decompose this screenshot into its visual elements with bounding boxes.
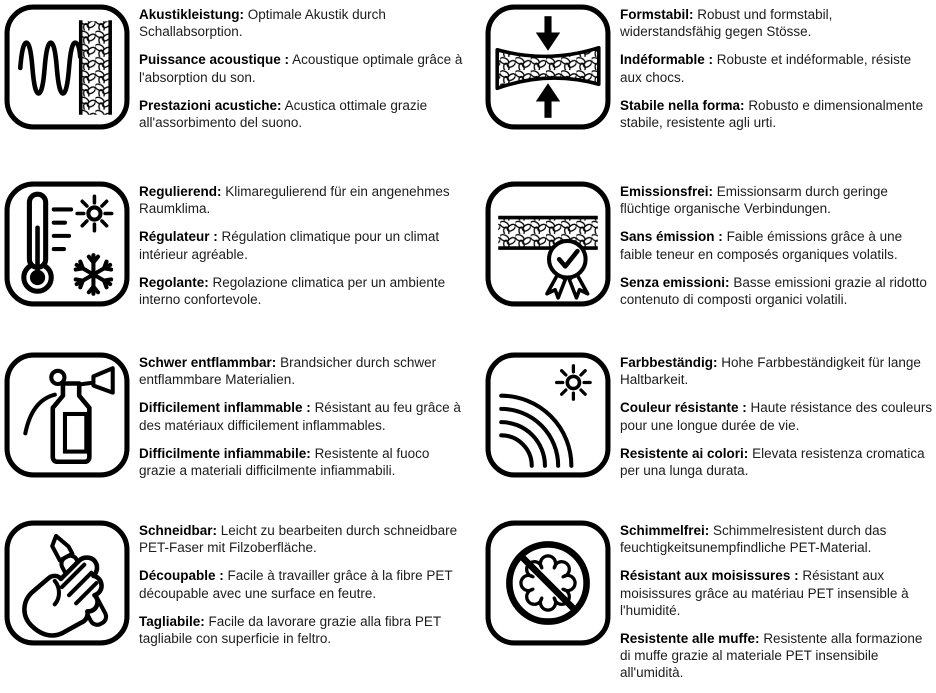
feature-text-fr: Difficilement inflammable : Résistant au feu grâce à des matériaux difficilement inflammables. xyxy=(139,400,461,433)
fire-extinguisher-icon xyxy=(4,352,130,478)
feature-cell-climate xyxy=(0,170,468,340)
feature-cell-acoustic xyxy=(0,0,468,170)
feature-text-block xyxy=(620,520,935,693)
feature-text-it: Prestazioni acustiche: Acustica ottimale grazie all'assorbimento del suono. xyxy=(139,97,428,131)
feature-cell-form-stability xyxy=(468,0,936,170)
feature-text-it: Senza emissioni: Basse emissioni grazie al ridotto contenuto di composti organici volatili. xyxy=(620,274,927,308)
feature-text-de: Farbbeständig: Hohe Farbbeständigkeit für lange Haltbarkeit. xyxy=(620,355,921,388)
feature-text-block xyxy=(139,4,466,142)
hand-cutter-icon xyxy=(4,520,130,646)
feature-text-de: Formstabil: Robust und formstabil, widerstandsfähig gegen Stösse. xyxy=(620,7,833,40)
feature-text-de: Emissionsfrei: Emissionsarm durch geringe flüchtige organische Verbindungen. xyxy=(620,184,888,217)
feature-text-it: Resistente alle muffe: Resistente alla formazione di muffe grazie al materiale PET insensibile all'umidità. xyxy=(620,631,923,681)
feature-text-it: Regolante: Regolazione climatica per un ambiente interno confortevole. xyxy=(139,274,446,308)
feature-text-de: Schneidbar: Leicht zu bearbeiten durch schneidbare PET-Faser mit Filzoberfläche. xyxy=(139,523,458,556)
feature-text-it: Stabile nella forma: Robusto e dimensionalmente stabile, resistente agli urti. xyxy=(620,97,924,131)
feature-cell-flame-retardant xyxy=(0,340,468,510)
feature-cell-mold-free xyxy=(468,510,936,680)
feature-text-de: Schimmelfrei: Schimmelresistent durch das feuchtigkeitsunempfindliche PET-Material. xyxy=(620,523,887,556)
feature-text-block xyxy=(620,4,935,142)
certified-material-icon xyxy=(485,181,611,307)
feature-text-fr: Régulateur : Régulation climatique pour un climat intérieur agréable. xyxy=(139,229,440,262)
feature-cell-color-fast xyxy=(468,340,936,510)
rainbow-sun-icon xyxy=(485,352,611,478)
feature-text-fr: Puissance acoustique : Acoustique optimale grâce à l'absorption du son. xyxy=(139,52,463,85)
feature-text-block xyxy=(139,181,466,319)
feature-text-block xyxy=(139,520,466,658)
compression-arrows-icon xyxy=(485,4,611,130)
feature-text-block xyxy=(620,181,935,319)
feature-text-de: Akustikleistung: Optimale Akustik durch Schallabsorption. xyxy=(139,7,386,40)
feature-text-fr: Découpable : Facile à travailler grâce à la fibre PET découpable avec une surface en feutre. xyxy=(139,568,453,601)
feature-text-it: Resistente ai colori: Elevata resistenza cromatica per una lunga durata. xyxy=(620,445,925,479)
feature-cell-emission-free xyxy=(468,170,936,340)
feature-text-fr: Sans émission : Faible émissions grâce à une faible teneur en composés organiques volatils. xyxy=(620,229,903,262)
feature-text-block xyxy=(139,352,466,490)
feature-text-block xyxy=(620,352,935,490)
feature-text-de: Regulierend: Klimaregulierend für ein angenehmes Raumklima. xyxy=(139,184,450,217)
feature-text-de: Schwer entflammbar: Brandsicher durch schwer entflammbare Materialien. xyxy=(139,355,437,388)
feature-text-it: Difficilmente infiammabile: Resistente al fuoco grazie a materiali difficilmente infiammabili. xyxy=(139,445,430,479)
feature-text-fr: Couleur résistante : Haute résistance des couleurs pour une longue durée de vie. xyxy=(620,400,933,433)
feature-text-fr: Indéformable : Robuste et indéformable, résiste aux chocs. xyxy=(620,52,912,85)
feature-text-fr: Résistant aux moisissures : Résistant aux moisissures grâce au matériau PET insensible à l'humidité. xyxy=(620,568,909,618)
feature-text-it: Tagliabile: Facile da lavorare grazie alla fibra PET tagliabile con superficie in feltro. xyxy=(139,613,441,647)
sound-absorption-icon xyxy=(4,4,130,130)
no-mold-icon xyxy=(485,520,611,646)
feature-cell-cuttable xyxy=(0,510,468,680)
thermometer-sun-snowflake-icon xyxy=(4,181,130,307)
